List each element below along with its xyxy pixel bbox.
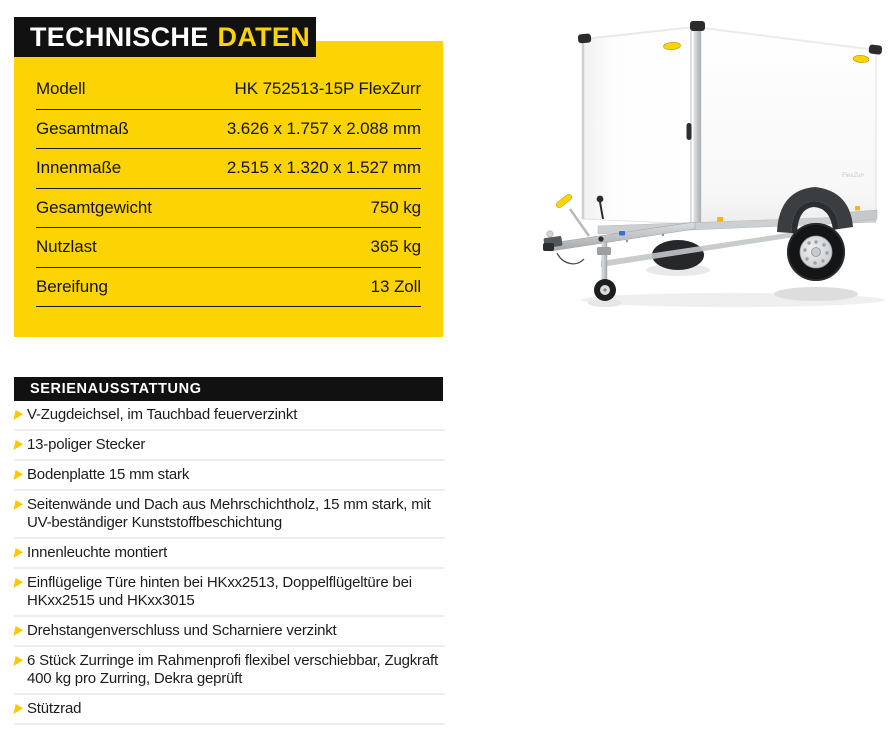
trailer-illustration bbox=[543, 12, 889, 310]
trailer-product-image bbox=[543, 12, 889, 310]
triangle-bullet-icon bbox=[13, 548, 23, 558]
equipment-item-text: Innenleuchte montiert bbox=[27, 544, 168, 561]
spec-value: 365 kg bbox=[370, 237, 421, 257]
tech-daten-title-yellow: DATEN bbox=[217, 21, 311, 52]
spec-row bbox=[36, 268, 421, 308]
equipment-list-item bbox=[14, 695, 445, 725]
jockey-wheel bbox=[594, 236, 616, 301]
door-handle bbox=[687, 123, 692, 140]
spec-row bbox=[36, 149, 421, 189]
equipment-list bbox=[14, 401, 445, 725]
equipment-list-item bbox=[14, 647, 445, 695]
spec-value: HK 752513-15P FlexZurr bbox=[234, 79, 421, 99]
equipment-item-text: Bodenplatte 15 mm stark bbox=[27, 466, 190, 483]
spec-row bbox=[36, 189, 421, 229]
spec-label: Nutzlast bbox=[36, 237, 97, 257]
tech-daten-title-white: TECHNISCHE bbox=[30, 21, 209, 52]
serienausstattung-title: SERIENAUSSTATTUNG bbox=[30, 381, 202, 397]
triangle-bullet-icon bbox=[13, 626, 23, 636]
spec-label: Bereifung bbox=[36, 276, 108, 296]
triangle-bullet-icon bbox=[13, 578, 23, 588]
triangle-bullet-icon bbox=[13, 440, 23, 450]
side-marker-front bbox=[717, 217, 723, 222]
trailer-side-panel bbox=[695, 27, 876, 224]
equipment-item-text: 13-poliger Stecker bbox=[27, 436, 146, 453]
spec-label: Innenmaße bbox=[36, 158, 122, 178]
equipment-item-text: Drehstangenverschluss und Scharniere verzinkt bbox=[27, 622, 337, 639]
serienausstattung-header bbox=[14, 377, 443, 401]
equipment-item-text: Einflügelige Türe hinten bei HKxx2513, Doppelflügeltüre bei HKxx2515 und HKxx3015 bbox=[27, 574, 412, 609]
spec-value: 3.626 x 1.757 x 2.088 mm bbox=[226, 118, 421, 138]
equipment-list-item bbox=[14, 461, 445, 491]
spec-label: Gesamtmaß bbox=[36, 118, 129, 138]
spec-row bbox=[36, 110, 421, 150]
equipment-list-item bbox=[14, 569, 445, 617]
equipment-item-text: Stützrad bbox=[27, 700, 82, 717]
spec-label: Modell bbox=[36, 79, 86, 99]
spec-table bbox=[14, 41, 443, 337]
equipment-list-item bbox=[14, 617, 445, 647]
spec-value: 750 kg bbox=[370, 197, 421, 217]
equipment-list-item bbox=[14, 491, 445, 539]
blue-connector bbox=[619, 231, 625, 236]
trailer-front-door-panel bbox=[583, 27, 695, 224]
equipment-item-text: Seitenwände und Dach aus Mehrschichtholz, 15 mm stark, mit UV-beständiger Kunststoffbeschichtung bbox=[27, 496, 431, 531]
spec-label: Gesamtgewicht bbox=[36, 197, 152, 217]
triangle-bullet-icon bbox=[13, 410, 23, 420]
tech-daten-header bbox=[14, 17, 316, 57]
door-pillar bbox=[694, 26, 701, 225]
equipment-item-text: 6 Stück Zurringe im Rahmenprofi flexibel verschiebbar, Zugkraft 400 kg pro Zurring, Dekra geprüft bbox=[27, 652, 438, 687]
side-marker-rear bbox=[855, 206, 860, 211]
equipment-list-item bbox=[14, 539, 445, 569]
spec-row bbox=[36, 228, 421, 268]
side-decal-text: FlexZurr bbox=[842, 173, 865, 179]
equipment-item-text: V-Zugdeichsel, im Tauchbad feuerverzinkt bbox=[27, 406, 298, 423]
triangle-bullet-icon bbox=[13, 500, 23, 510]
spec-row bbox=[36, 70, 421, 110]
triangle-bullet-icon bbox=[13, 656, 23, 666]
ground-shadow bbox=[581, 264, 885, 307]
triangle-bullet-icon bbox=[13, 704, 23, 714]
equipment-list-item bbox=[14, 431, 445, 461]
wheel bbox=[787, 223, 845, 281]
spec-value: 2.515 x 1.320 x 1.527 mm bbox=[226, 158, 421, 178]
equipment-list-item bbox=[14, 401, 445, 431]
spec-value: 13 Zoll bbox=[370, 276, 421, 296]
triangle-bullet-icon bbox=[13, 470, 23, 480]
